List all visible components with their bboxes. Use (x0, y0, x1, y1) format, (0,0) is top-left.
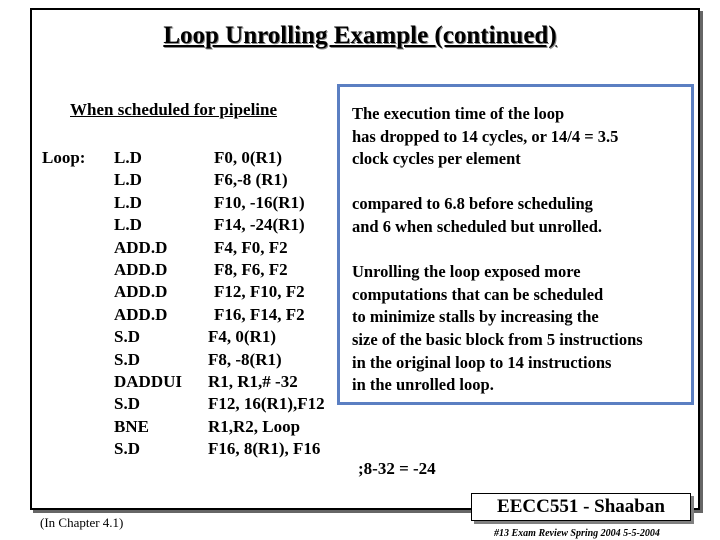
note-line: to minimize stalls by increasing the (352, 307, 599, 327)
note-line: and 6 when scheduled but unrolled. (352, 217, 603, 236)
schedule-subtitle: When scheduled for pipeline (70, 100, 278, 119)
instruction-operands: F4, F0, F2 (214, 237, 288, 257)
instruction-operands: F16, 8(R1), F16 (208, 439, 321, 459)
instruction-row (0, 215, 360, 237)
instruction-operands: F14, -24(R1) (214, 215, 305, 235)
instruction-operands: F10, -16(R1) (214, 192, 305, 212)
note-line: compared to 6.8 before scheduling (352, 194, 593, 214)
footer-reference: #13 Exam Review Spring 2004 5-5-2004 (494, 528, 660, 539)
instruction-opcode: ADD.D (114, 282, 168, 302)
instruction-opcode: L.D (114, 192, 142, 212)
instruction-row (0, 394, 360, 416)
instruction-row (0, 193, 360, 215)
instruction-opcode: S.D (114, 327, 140, 347)
instruction-row (0, 350, 360, 372)
slide-title: Loop Unrolling Example (continued) (163, 22, 557, 49)
instruction-opcode: S.D (114, 439, 140, 459)
instruction-opcode: BNE (114, 416, 149, 436)
instruction-operands: F16, F14, F2 (214, 304, 305, 324)
instruction-operands: F8, -8(R1) (208, 349, 282, 369)
instruction-operands: R1, R1,# -32 (208, 372, 298, 391)
instruction-opcode: S.D (114, 349, 140, 369)
instruction-row (0, 170, 360, 192)
note-line: size of the basic block from 5 instructions (352, 330, 643, 349)
instruction-operands: F12, F10, F2 (214, 282, 305, 302)
instruction-opcode: ADD.D (114, 304, 168, 324)
instruction-row (0, 148, 360, 170)
instruction-row (0, 372, 360, 394)
instruction-row (0, 417, 360, 439)
note-line: in the original loop to 14 instructions (352, 352, 612, 372)
instruction-operands: F12, 16(R1),F12 (208, 394, 325, 414)
instruction-opcode: L.D (114, 215, 142, 235)
note-line: clock cycles per element (352, 149, 521, 169)
note-line: Unrolling the loop exposed more (352, 262, 581, 282)
note-line: has dropped to 14 cycles, or 14/4 = 3.5 (352, 126, 619, 146)
instruction-operands: F4, 0(R1) (208, 327, 276, 347)
instruction-operands: R1,R2, Loop (208, 416, 301, 436)
course-badge: EECC551 - Shaaban (471, 493, 691, 521)
instruction-row (0, 327, 360, 349)
instruction-opcode: L.D (114, 170, 142, 190)
instruction-row (0, 305, 360, 327)
instruction-row (0, 439, 360, 461)
note-line: The execution time of the loop (352, 104, 565, 123)
last-instruction-comment: ;8-32 = -24 (358, 459, 436, 478)
instruction-operands: F8, F6, F2 (214, 260, 288, 279)
instruction-row (0, 282, 360, 304)
instruction-row (0, 238, 360, 260)
note-line: computations that can be scheduled (352, 284, 604, 304)
note-line: in the unrolled loop. (352, 375, 494, 395)
instruction-opcode: ADD.D (114, 260, 168, 279)
instruction-operands: F6,-8 (R1) (214, 170, 288, 190)
instruction-opcode: ADD.D (114, 237, 168, 257)
chapter-footnote: (In Chapter 4.1) (40, 515, 124, 530)
instruction-row (0, 260, 360, 282)
instruction-opcode: DADDUI (114, 372, 182, 391)
instruction-opcode: L.D (114, 148, 142, 167)
instruction-opcode: S.D (114, 394, 140, 414)
instruction-operands: F0, 0(R1) (214, 148, 282, 167)
loop-label: Loop: (42, 148, 86, 167)
